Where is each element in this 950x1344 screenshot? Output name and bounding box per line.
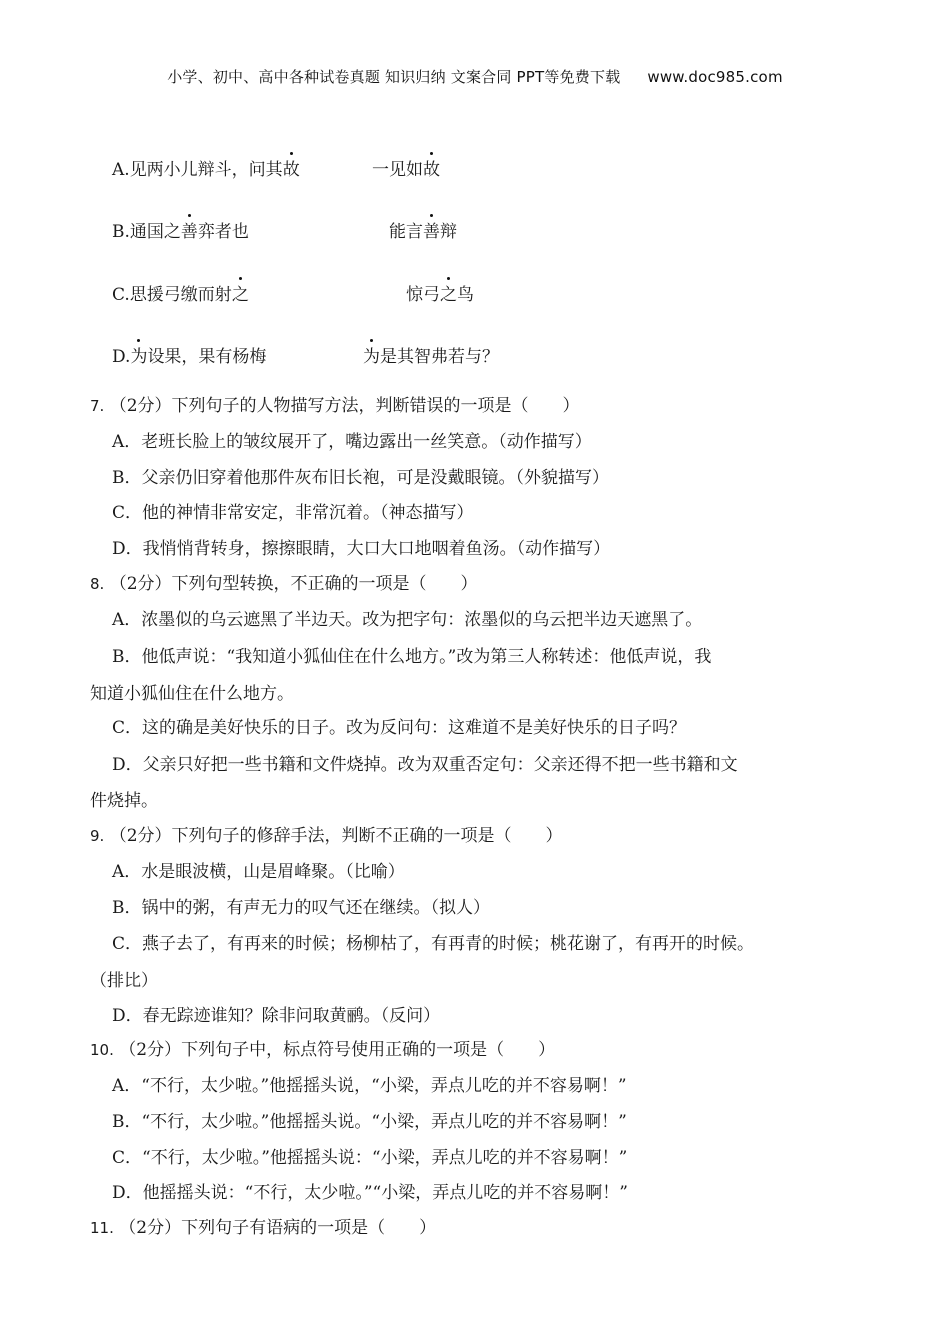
q6-option-d-right: 为是其智弗若与？ [363, 347, 499, 367]
question-number: 9. [90, 827, 105, 845]
q8-option-d[interactable]: D．父亲只好把一些书籍和文件烧掉。改为双重否定句：父亲还得不把一些书籍和文 [112, 755, 738, 775]
q6-option-b-right: 能言善辩 [389, 222, 457, 242]
q8-option-b-cont: 知道小狐仙住在什么地方。 [90, 684, 294, 704]
question-stem: 7. （2分）下列句子的人物描写方法，判断错误的一项是（ ） [90, 396, 580, 416]
q10-option-d[interactable]: D．他摇摇头说：“不行，太少啦。”“小梁，弄点儿吃的并不容易啊！” [112, 1183, 628, 1203]
q6-option-d[interactable]: D.为设果，果有杨梅 [112, 347, 267, 367]
q8-option-a[interactable]: A．浓墨似的乌云遮黑了半边天。改为把字句：浓墨似的乌云把半边天遮黑了。 [112, 610, 703, 630]
q6-option-c[interactable]: C.思援弓缴而射之 [112, 285, 249, 305]
q7-option-c[interactable]: C．他的神情非常安定，非常沉着。（神态描写） [112, 503, 474, 523]
q10-option-a[interactable]: A．“不行，太少啦。”他摇摇头说，“小梁，弄点儿吃的并不容易啊！” [112, 1076, 627, 1096]
emphasis-dot: 为 [363, 347, 380, 367]
question-stem: 10. （2分）下列句子中，标点符号使用正确的一项是（ ） [90, 1040, 556, 1060]
question-stem: 8. （2分）下列句型转换，不正确的一项是（ ） [90, 574, 478, 594]
emphasis-dot: 善 [180, 222, 198, 242]
header-text: 小学、初中、高中各种试卷真题 知识归纳 文案合同 PPT等免费下载 [167, 68, 621, 86]
q9-option-a[interactable]: A．水是眼波横，山是眉峰聚。（比喻） [112, 862, 405, 882]
q6-option-c-right: 惊弓之鸟 [406, 285, 474, 305]
q8-option-b[interactable]: B．他低声说：“我知道小狐仙住在什么地方。”改为第三人称转述：他低声说，我 [112, 647, 712, 667]
q10-option-c[interactable]: C．“不行，太少啦。”他摇摇头说：“小梁，弄点儿吃的并不容易啊！” [112, 1148, 628, 1168]
q9-option-b[interactable]: B．锅中的粥，有声无力的叹气还在继续。（拟人） [112, 898, 490, 918]
emphasis-dot: 故 [282, 160, 300, 180]
q10-option-b[interactable]: B．“不行，太少啦。”他摇摇头说。“小梁，弄点儿吃的并不容易啊！” [112, 1112, 627, 1132]
question-number: 11. [90, 1219, 114, 1237]
header-site-link[interactable]: www.doc985.com [647, 68, 783, 86]
question-number: 8. [90, 575, 105, 593]
question-stem: 9. （2分）下列句子的修辞手法，判断不正确的一项是（ ） [90, 826, 563, 846]
q9-option-c-cont: （排比） [90, 971, 158, 991]
page-header [0, 66, 950, 87]
q7-option-b[interactable]: B．父亲仍旧穿着他那件灰布旧长袍，可是没戴眼镜。（外貌描写） [112, 468, 609, 488]
q6-option-a[interactable]: A.见两小儿辩斗，问其故 [112, 160, 300, 180]
q9-option-c[interactable]: C．燕子去了，有再来的时候；杨柳枯了，有再青的时候；桃花谢了，有再开的时候。 [112, 934, 755, 954]
q9-option-d[interactable]: D．春无踪迹谁知？除非问取黄鹂。（反问） [112, 1006, 441, 1026]
q8-option-d-cont: 件烧掉。 [90, 791, 158, 811]
q6-option-b[interactable]: B.通国之善弈者也 [112, 222, 249, 242]
emphasis-dot: 为 [130, 347, 148, 367]
emphasis-dot: 之 [231, 285, 249, 305]
question-number: 10. [90, 1041, 114, 1059]
q7-option-a[interactable]: A．老班长脸上的皱纹展开了，嘴边露出一丝笑意。（动作描写） [112, 432, 592, 452]
question-stem: 11. （2分）下列句子有语病的一项是（ ） [90, 1218, 437, 1238]
question-number: 7. [90, 397, 105, 415]
emphasis-dot: 之 [440, 285, 457, 305]
emphasis-dot: 善 [423, 222, 440, 242]
q7-option-d[interactable]: D．我悄悄背转身，擦擦眼睛，大口大口地咽着鱼汤。（动作描写） [112, 539, 611, 559]
q8-option-c[interactable]: C．这的确是美好快乐的日子。改为反问句：这难道不是美好快乐的日子吗？ [112, 718, 687, 738]
q6-option-a-right: 一见如故 [372, 160, 440, 180]
emphasis-dot: 故 [423, 160, 440, 180]
